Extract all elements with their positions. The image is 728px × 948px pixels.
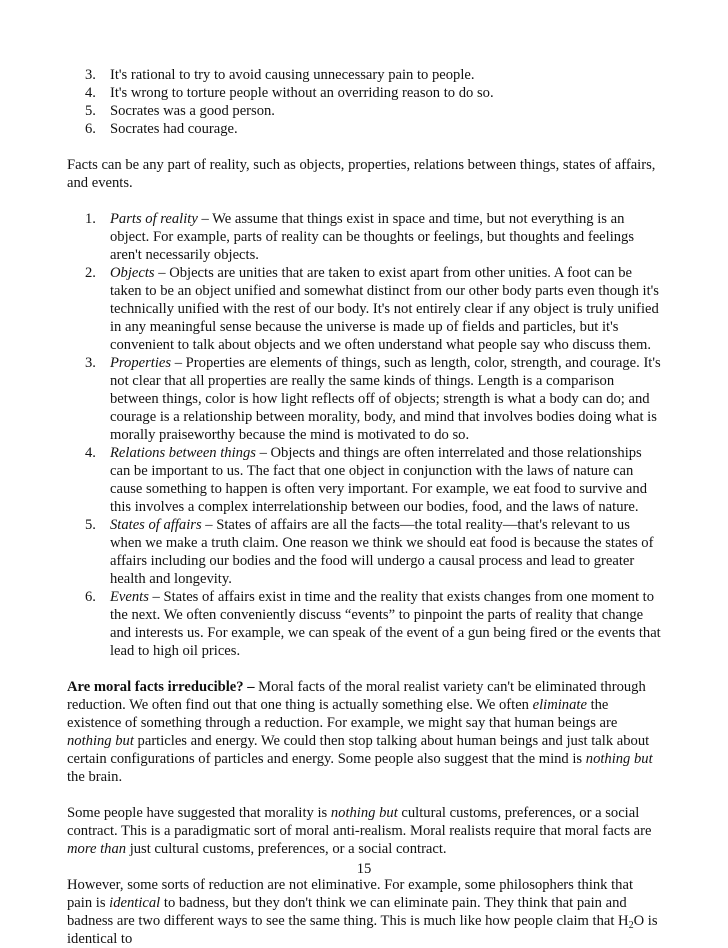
page-number: 15 (356, 861, 372, 877)
facts-intro-paragraph: Facts can be any part of reality, such as objects, properties, relations between things, states of affairs, and events. (67, 157, 656, 191)
term: States of affairs (110, 517, 202, 533)
irreducible-paragraph: Are moral facts irreducible? – Moral facts of the moral realist variety can't be eliminated through reduction. We often find out that one thing is actually something else. We often eliminate the existence of something through a reduction. For example, we might say that human beings are nothing but particles and energy. We could then stop talking about human beings and just talk about certain configurations of particles and energy. Some people also suggest that the mind is nothing but the brain. (67, 679, 653, 785)
list-item: 6. Socrates had courage. (85, 121, 238, 137)
term: Events (110, 589, 149, 605)
list-item: 3. Properties – Properties are elements of things, such as length, color, strength, and courage. It's not clear that all properties are really the same kinds of things. Length is a comparison between things, color is how light reflects off of objects; strength is what a body can do; and courage is a relationship between morality, body, and mind that involves bodies doing what is morally praiseworthy because the mind is motivated to do so. (85, 355, 661, 443)
list-item: 1. Parts of reality – We assume that things exist in space and time, but not everything is an object. For example, parts of reality can be thoughts or feelings, but thoughts and feelings aren't necessarily objects. (85, 211, 635, 263)
facts-list (85, 210, 661, 660)
list-item: 5. Socrates was a good person. (85, 103, 275, 119)
document-page (67, 66, 661, 948)
term: Parts of reality (110, 211, 198, 227)
list-item: 3. It's rational to try to avoid causing unnecessary pain to people. (85, 67, 475, 83)
list-item: 4. It's wrong to torture people without an overriding reason to do so. (85, 85, 494, 101)
term: Objects (110, 265, 155, 281)
section-heading: Are moral facts irreducible? – (67, 679, 255, 695)
list-item: 5. States of affairs – States of affairs are all the facts—the total reality—that's relevant to us when we make a truth claim. One reason we think we should eat food is because the states of affairs including our bodies and the food will undergo a causal process and lead to greater health and longevity. (85, 517, 654, 587)
list-item: 4. Relations between things – Objects and things are often interrelated and those relationships can be important to us. The fact that one object in conjunction with the laws of nature can cause something to happen is often very important. For example, we eat food to survive and this involves a complex interrelationship between our bodies, food, and the laws of nature. (85, 445, 647, 515)
list-item: 2. Objects – Objects are unities that are taken to exist apart from other unities. A foot can be taken to be an object unified and somewhat distinct from our other body parts even though it's technically unified with the rest of our body. It's not entirely clear if any object is truly unified in any meaningful sense because the universe is made up of fields and particles, but it's convenient to talk about objects and we often understand what people say who discuss them. (85, 265, 659, 353)
term: Properties (110, 355, 172, 371)
claims-list (85, 66, 661, 138)
term: Relations between things (110, 445, 256, 461)
reduction-paragraph: However, some sorts of reduction are not eliminative. For example, some philosophers think that pain is identical to badness, but they don't think we can eliminate pain. They think that pain and badness are two different ways to see the same thing. This is much like how people claim that $H_2O$ is identical to (67, 877, 658, 947)
culture-paragraph: Some people have suggested that morality is nothing but cultural customs, preferences, or a social contract. This is a paradigmatic sort of moral anti-realism. Moral realists require that moral facts are more than just cultural customs, preferences, or a social contract. (67, 805, 652, 857)
list-item: 6. Events – States of affairs exist in time and the reality that exists changes from one moment to the next. We often conveniently discuss “events” to pinpoint the parts of reality that change and interests us. For example, we can speak of the event of a gun being fired or the events that lead to high oil prices. (85, 589, 661, 659)
